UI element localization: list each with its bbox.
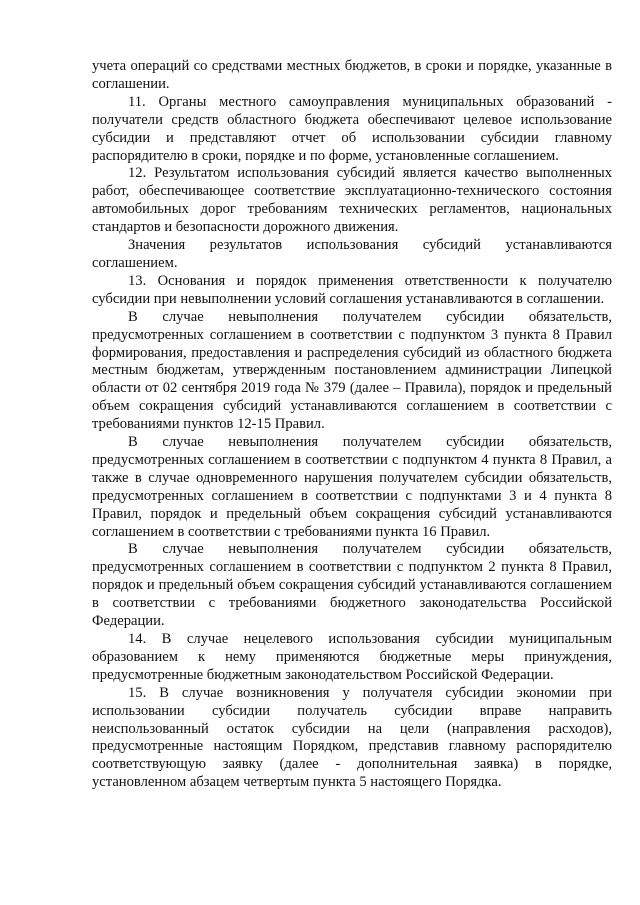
paragraph-item-13: 13. Основания и порядок применения ответственности к получателю субсидии при невыполнении условий соглашения устанавливаются в соглашении.: [92, 272, 612, 307]
paragraph-item-15: 15. В случае возникновения у получателя субсидии экономии при использовании субсидии получатель субсидии вправе направить неиспользованный остаток субсидии на цели (направления расходов), предусмотренные настоящим Порядком, представив главному распорядителю соответствующую заявку (далее - дополнительная заявка) в порядке, установленном абзацем четвертым пункта 5 настоящего Порядка.: [92, 684, 612, 791]
paragraph-item-12: 12. Результатом использования субсидий является качество выполненных работ, обеспечивающее соответствие эксплуатационно-технического состояния автомобильных дорог требованиям технических регламентов, национальных стандартов и безопасности дорожного движения.: [92, 165, 612, 236]
paragraph-item-12-values: Значения результатов использования субсидий устанавливаются соглашением.: [92, 237, 612, 271]
paragraph-item-11: 11. Органы местного самоуправления муниципальных образований - получатели средств областного бюджета обеспечивают целевое использование субсидии и представляют отчет об использовании субсидии главному распорядителю в сроки, порядке и по форме, установленные соглашением.: [92, 93, 612, 164]
document-page: [92, 58, 612, 792]
paragraph-item-13-case-3: В случае невыполнения получателем субсидии обязательств, предусмотренных соглашением в соответствии с подпунктом 3 пункта 8 Правил формирования, предоставления и распределения субсидий из областного бюджета местным бюджетам, утвержденным постановлением администрации Липецкой области от 02 сентября 2019 года № 379 (далее – Правила), порядок и предельный объем сокращения субсидий устанавливаются соглашением в соответствии с требованиями пунктов 12-15 Правил.: [92, 308, 612, 433]
paragraph-continuation: учета операций со средствами местных бюджетов, в сроки и порядке, указанные в соглашении.: [92, 58, 612, 92]
paragraph-item-14: 14. В случае нецелевого использования субсидии муниципальным образованием к нему применяются бюджетные меры принуждения, предусмотренные бюджетным законодательством Российской Федерации.: [92, 631, 612, 683]
paragraph-item-13-case-2: В случае невыполнения получателем субсидии обязательств, предусмотренных соглашением в соответствии с подпунктом 2 пункта 8 Правил, порядок и предельный объем сокращения субсидий устанавливаются соглашением в соответствии с требованиями бюджетного законодательства Российской Федерации.: [92, 541, 612, 630]
paragraph-item-13-case-4: В случае невыполнения получателем субсидии обязательств, предусмотренных соглашением в соответствии с подпунктом 4 пункта 8 Правил, а также в случае одновременного нарушения получателем субсидии обязательств, предусмотренных соглашением в соответствии с подпунктами 3 и 4 пункта 8 Правил, порядок и предельный объем сокращения субсидий устанавливаются соглашением в соответствии с требованиями пункта 16 Правил.: [92, 434, 612, 540]
